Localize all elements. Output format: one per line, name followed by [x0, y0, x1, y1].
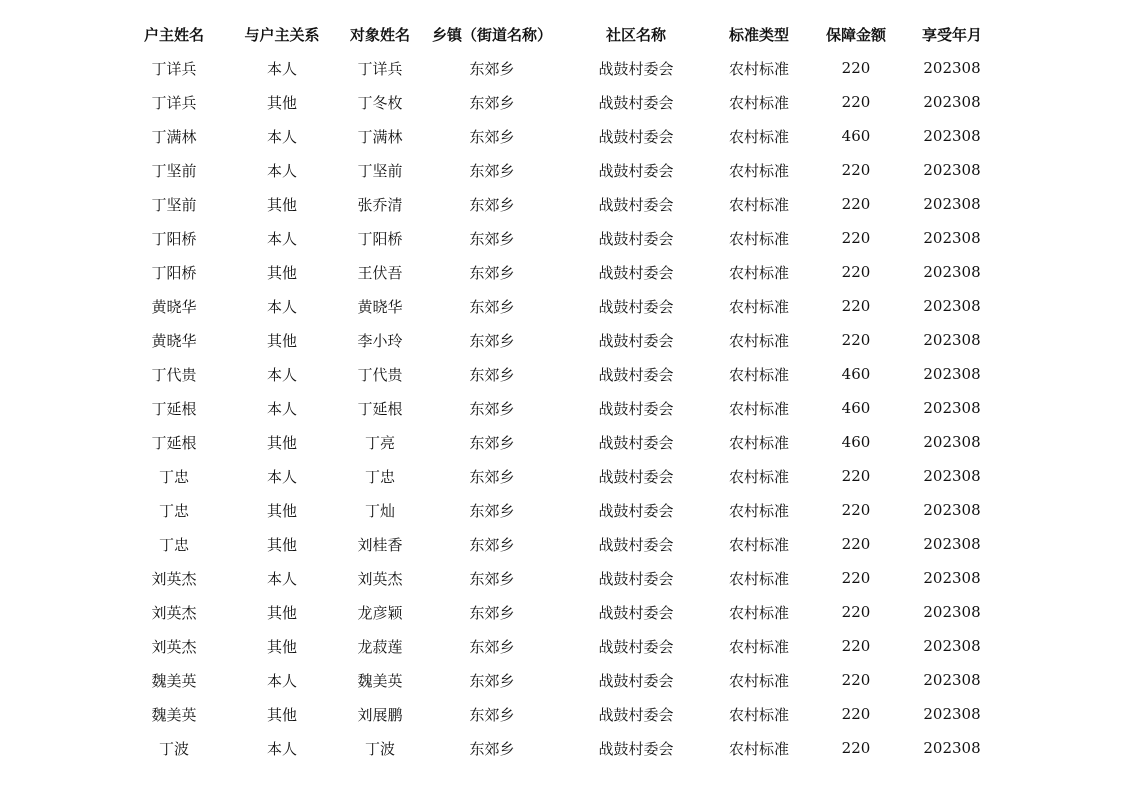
period-cell: 202308 [923, 467, 981, 485]
table-row [122, 323, 1000, 357]
township-cell: 东郊乡 [469, 229, 515, 248]
header-community: 社区名称 [605, 25, 666, 44]
recipient-name-cell: 丁坚前 [357, 161, 403, 180]
township-cell: 东郊乡 [469, 161, 515, 180]
table-row [122, 255, 1000, 289]
relationship-cell: 本人 [266, 161, 297, 180]
table-row [122, 697, 1000, 731]
amount-cell: 220 [841, 297, 871, 315]
standard-type-cell: 农村标准 [728, 263, 789, 282]
township-cell: 东郊乡 [469, 535, 515, 554]
household-head-name-cell: 魏美英 [151, 671, 197, 690]
recipient-name-cell: 丁满林 [357, 127, 403, 146]
period-cell: 202308 [923, 331, 981, 349]
household-head-name-cell: 丁满林 [151, 127, 197, 146]
household-head-name-cell: 丁忠 [158, 535, 189, 554]
recipient-name-cell: 王伏吾 [357, 263, 403, 282]
table-body [122, 51, 1000, 765]
recipient-name-cell: 丁忠 [364, 467, 395, 486]
amount-cell: 460 [841, 127, 871, 145]
amount-cell: 220 [841, 331, 871, 349]
recipient-name-cell: 丁冬枚 [357, 93, 403, 112]
relationship-cell: 本人 [266, 671, 297, 690]
relationship-cell: 其他 [266, 603, 297, 622]
township-cell: 东郊乡 [469, 433, 515, 452]
table-row [122, 289, 1000, 323]
table-row [122, 357, 1000, 391]
community-cell: 战鼓村委会 [598, 127, 674, 146]
table-row [122, 119, 1000, 153]
household-head-name-cell: 魏美英 [151, 705, 197, 724]
amount-cell: 220 [841, 161, 871, 179]
standard-type-cell: 农村标准 [728, 433, 789, 452]
amount-cell: 220 [841, 93, 871, 111]
recipient-name-cell: 刘英杰 [357, 569, 403, 588]
standard-type-cell: 农村标准 [728, 93, 789, 112]
township-cell: 东郊乡 [469, 569, 515, 588]
household-head-name-cell: 刘英杰 [151, 637, 197, 656]
standard-type-cell: 农村标准 [728, 161, 789, 180]
household-head-name-cell: 丁坚前 [151, 161, 197, 180]
township-cell: 东郊乡 [469, 705, 515, 724]
household-head-name-cell: 黄晓华 [151, 297, 197, 316]
amount-cell: 220 [841, 739, 871, 757]
township-cell: 东郊乡 [469, 127, 515, 146]
household-head-name-cell: 丁延根 [151, 399, 197, 418]
standard-type-cell: 农村标准 [728, 705, 789, 724]
period-cell: 202308 [923, 229, 981, 247]
household-head-name-cell: 丁忠 [158, 467, 189, 486]
table-row [122, 221, 1000, 255]
community-cell: 战鼓村委会 [598, 229, 674, 248]
community-cell: 战鼓村委会 [598, 263, 674, 282]
township-cell: 东郊乡 [469, 399, 515, 418]
relationship-cell: 本人 [266, 365, 297, 384]
standard-type-cell: 农村标准 [728, 399, 789, 418]
township-cell: 东郊乡 [469, 59, 515, 78]
household-head-name-cell: 刘英杰 [151, 569, 197, 588]
standard-type-cell: 农村标准 [728, 671, 789, 690]
standard-type-cell: 农村标准 [728, 365, 789, 384]
community-cell: 战鼓村委会 [598, 637, 674, 656]
period-cell: 202308 [923, 161, 981, 179]
community-cell: 战鼓村委会 [598, 569, 674, 588]
community-cell: 战鼓村委会 [598, 671, 674, 690]
township-cell: 东郊乡 [469, 195, 515, 214]
recipient-name-cell: 刘展鹏 [357, 705, 403, 724]
household-head-name-cell: 丁代贵 [151, 365, 197, 384]
township-cell: 东郊乡 [469, 467, 515, 486]
community-cell: 战鼓村委会 [598, 161, 674, 180]
relationship-cell: 本人 [266, 739, 297, 758]
relationship-cell: 本人 [266, 297, 297, 316]
amount-cell: 460 [841, 365, 871, 383]
header-relationship: 与户主关系 [244, 25, 320, 44]
relationship-cell: 本人 [266, 467, 297, 486]
standard-type-cell: 农村标准 [728, 229, 789, 248]
recipient-name-cell: 丁延根 [357, 399, 403, 418]
relationship-cell: 其他 [266, 433, 297, 452]
household-head-name-cell: 丁波 [158, 739, 189, 758]
recipient-name-cell: 丁亮 [364, 433, 395, 452]
period-cell: 202308 [923, 93, 981, 111]
amount-cell: 220 [841, 501, 871, 519]
table-row [122, 493, 1000, 527]
recipient-name-cell: 丁灿 [364, 501, 395, 520]
recipient-name-cell: 刘桂香 [357, 535, 403, 554]
standard-type-cell: 农村标准 [728, 195, 789, 214]
community-cell: 战鼓村委会 [598, 433, 674, 452]
period-cell: 202308 [923, 569, 981, 587]
table-header-row [122, 17, 1000, 51]
relationship-cell: 本人 [266, 569, 297, 588]
table-row [122, 595, 1000, 629]
recipient-name-cell: 黄晓华 [357, 297, 403, 316]
table-row [122, 459, 1000, 493]
amount-cell: 460 [841, 433, 871, 451]
table-row [122, 425, 1000, 459]
period-cell: 202308 [923, 535, 981, 553]
period-cell: 202308 [923, 297, 981, 315]
header-household-head-name: 户主姓名 [143, 25, 204, 44]
amount-cell: 220 [841, 59, 871, 77]
township-cell: 东郊乡 [469, 637, 515, 656]
household-head-name-cell: 丁忠 [158, 501, 189, 520]
relationship-cell: 其他 [266, 263, 297, 282]
recipient-name-cell: 龙菽莲 [357, 637, 403, 656]
amount-cell: 220 [841, 705, 871, 723]
household-head-name-cell: 黄晓华 [151, 331, 197, 350]
relationship-cell: 其他 [266, 331, 297, 350]
period-cell: 202308 [923, 637, 981, 655]
period-cell: 202308 [923, 399, 981, 417]
community-cell: 战鼓村委会 [598, 739, 674, 758]
table-row [122, 187, 1000, 221]
recipient-name-cell: 丁阳桥 [357, 229, 403, 248]
recipient-name-cell: 李小玲 [357, 331, 403, 350]
header-recipient-name: 对象姓名 [349, 25, 410, 44]
community-cell: 战鼓村委会 [598, 297, 674, 316]
period-cell: 202308 [923, 59, 981, 77]
household-head-name-cell: 丁阳桥 [151, 229, 197, 248]
standard-type-cell: 农村标准 [728, 637, 789, 656]
recipient-name-cell: 丁详兵 [357, 59, 403, 78]
table-row [122, 731, 1000, 765]
relationship-cell: 其他 [266, 93, 297, 112]
period-cell: 202308 [923, 671, 981, 689]
household-head-name-cell: 丁阳桥 [151, 263, 197, 282]
amount-cell: 220 [841, 229, 871, 247]
township-cell: 东郊乡 [469, 365, 515, 384]
amount-cell: 220 [841, 263, 871, 281]
township-cell: 东郊乡 [469, 93, 515, 112]
township-cell: 东郊乡 [469, 331, 515, 350]
relationship-cell: 本人 [266, 399, 297, 418]
amount-cell: 220 [841, 535, 871, 553]
relationship-cell: 其他 [266, 637, 297, 656]
standard-type-cell: 农村标准 [728, 603, 789, 622]
table-row [122, 51, 1000, 85]
amount-cell: 220 [841, 195, 871, 213]
community-cell: 战鼓村委会 [598, 399, 674, 418]
period-cell: 202308 [923, 705, 981, 723]
relationship-cell: 本人 [266, 127, 297, 146]
relationship-cell: 其他 [266, 535, 297, 554]
period-cell: 202308 [923, 433, 981, 451]
recipient-name-cell: 丁代贵 [357, 365, 403, 384]
recipient-name-cell: 丁波 [364, 739, 395, 758]
amount-cell: 460 [841, 399, 871, 417]
amount-cell: 220 [841, 467, 871, 485]
period-cell: 202308 [923, 195, 981, 213]
recipient-name-cell: 龙彦颖 [357, 603, 403, 622]
household-head-name-cell: 丁详兵 [151, 93, 197, 112]
standard-type-cell: 农村标准 [728, 535, 789, 554]
recipient-name-cell: 魏美英 [357, 671, 403, 690]
township-cell: 东郊乡 [469, 501, 515, 520]
table-row [122, 153, 1000, 187]
community-cell: 战鼓村委会 [598, 501, 674, 520]
household-head-name-cell: 丁详兵 [151, 59, 197, 78]
amount-cell: 220 [841, 603, 871, 621]
table-row [122, 391, 1000, 425]
household-head-name-cell: 丁坚前 [151, 195, 197, 214]
standard-type-cell: 农村标准 [728, 127, 789, 146]
standard-type-cell: 农村标准 [728, 467, 789, 486]
community-cell: 战鼓村委会 [598, 535, 674, 554]
standard-type-cell: 农村标准 [728, 501, 789, 520]
header-period: 享受年月 [921, 25, 982, 44]
township-cell: 东郊乡 [469, 297, 515, 316]
community-cell: 战鼓村委会 [598, 603, 674, 622]
community-cell: 战鼓村委会 [598, 467, 674, 486]
relationship-cell: 其他 [266, 705, 297, 724]
period-cell: 202308 [923, 365, 981, 383]
period-cell: 202308 [923, 739, 981, 757]
standard-type-cell: 农村标准 [728, 331, 789, 350]
standard-type-cell: 农村标准 [728, 297, 789, 316]
community-cell: 战鼓村委会 [598, 365, 674, 384]
header-amount: 保障金额 [825, 25, 886, 44]
relationship-cell: 本人 [266, 229, 297, 248]
community-cell: 战鼓村委会 [598, 331, 674, 350]
amount-cell: 220 [841, 637, 871, 655]
amount-cell: 220 [841, 671, 871, 689]
beneficiary-table [122, 17, 1000, 765]
standard-type-cell: 农村标准 [728, 569, 789, 588]
township-cell: 东郊乡 [469, 603, 515, 622]
table-row [122, 629, 1000, 663]
table-row [122, 663, 1000, 697]
community-cell: 战鼓村委会 [598, 195, 674, 214]
standard-type-cell: 农村标准 [728, 59, 789, 78]
household-head-name-cell: 刘英杰 [151, 603, 197, 622]
header-township: 乡镇（街道名称） [431, 25, 552, 44]
community-cell: 战鼓村委会 [598, 93, 674, 112]
period-cell: 202308 [923, 263, 981, 281]
relationship-cell: 本人 [266, 59, 297, 78]
period-cell: 202308 [923, 127, 981, 145]
table-row [122, 561, 1000, 595]
table-row [122, 527, 1000, 561]
township-cell: 东郊乡 [469, 263, 515, 282]
relationship-cell: 其他 [266, 195, 297, 214]
amount-cell: 220 [841, 569, 871, 587]
period-cell: 202308 [923, 501, 981, 519]
recipient-name-cell: 张乔清 [357, 195, 403, 214]
period-cell: 202308 [923, 603, 981, 621]
household-head-name-cell: 丁延根 [151, 433, 197, 452]
header-standard-type: 标准类型 [728, 25, 789, 44]
community-cell: 战鼓村委会 [598, 705, 674, 724]
standard-type-cell: 农村标准 [728, 739, 789, 758]
township-cell: 东郊乡 [469, 739, 515, 758]
table-row [122, 85, 1000, 119]
community-cell: 战鼓村委会 [598, 59, 674, 78]
relationship-cell: 其他 [266, 501, 297, 520]
township-cell: 东郊乡 [469, 671, 515, 690]
